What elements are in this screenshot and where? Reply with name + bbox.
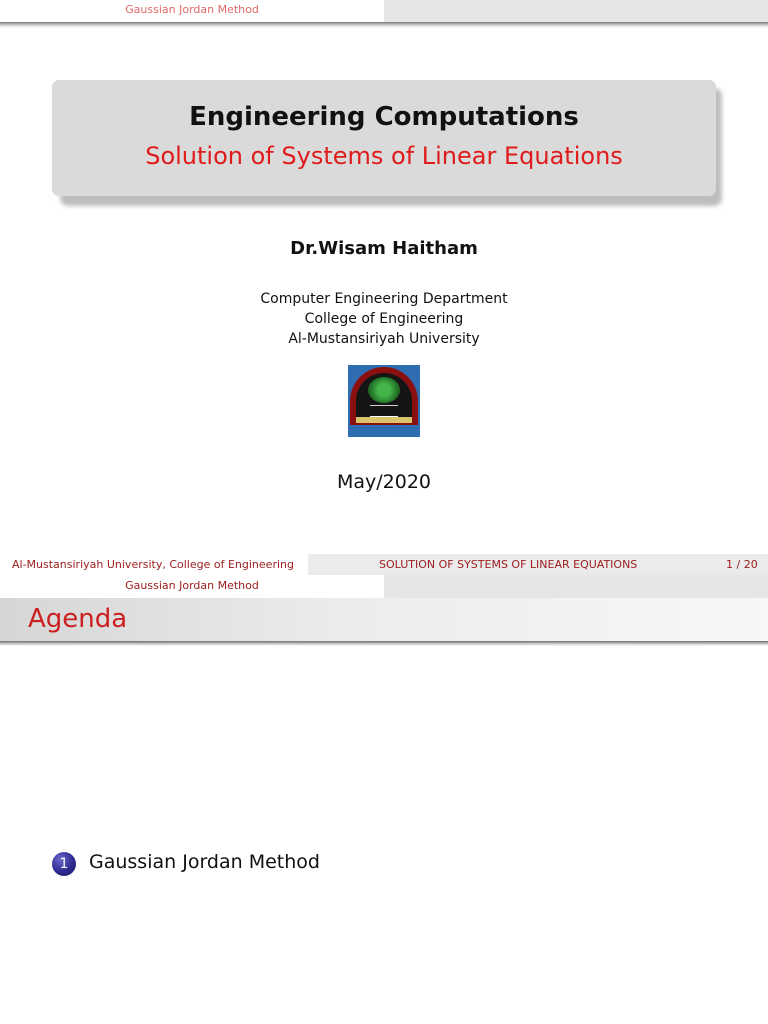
footer-page-number: 1 / 20 <box>726 558 758 571</box>
frame-title-bar <box>0 598 768 641</box>
nav2-right-panel <box>384 575 768 598</box>
nav-shadow <box>0 22 768 28</box>
presentation-title: Engineering Computations <box>189 102 579 132</box>
logo-band <box>356 417 412 423</box>
nav-right-panel <box>384 0 768 22</box>
title-box <box>52 80 716 196</box>
top-navigation-bar <box>0 0 768 22</box>
nav2-section-link[interactable]: Gaussian Jordan Method <box>125 579 259 592</box>
author-name: Dr.Wisam Haitham <box>290 238 478 259</box>
agenda-number-bullet: 1 <box>52 852 76 876</box>
slide2-navigation-bar <box>0 575 768 598</box>
logo-emblem <box>368 377 400 403</box>
presentation-date: May/2020 <box>336 471 432 493</box>
nav-section-link[interactable]: Gaussian Jordan Method <box>125 3 259 16</box>
institute-college: College of Engineering <box>304 311 464 327</box>
footer-institution[interactable]: Al-Mustansiriyah University, College of Engineering <box>12 558 294 571</box>
institute-department: Computer Engineering Department <box>260 291 508 307</box>
slide-footer <box>0 554 768 575</box>
university-logo <box>348 365 420 437</box>
frame-title-shadow <box>0 641 768 646</box>
agenda-item-gaussian-jordan[interactable]: Gaussian Jordan Method <box>89 851 320 873</box>
frame-title: Agenda <box>28 604 128 634</box>
institute-university: Al-Mustansiriyah University <box>288 331 480 347</box>
footer-short-title[interactable]: SOLUTION OF SYSTEMS OF LINEAR EQUATIONS <box>379 558 638 571</box>
presentation-subtitle: Solution of Systems of Linear Equations <box>145 142 623 170</box>
